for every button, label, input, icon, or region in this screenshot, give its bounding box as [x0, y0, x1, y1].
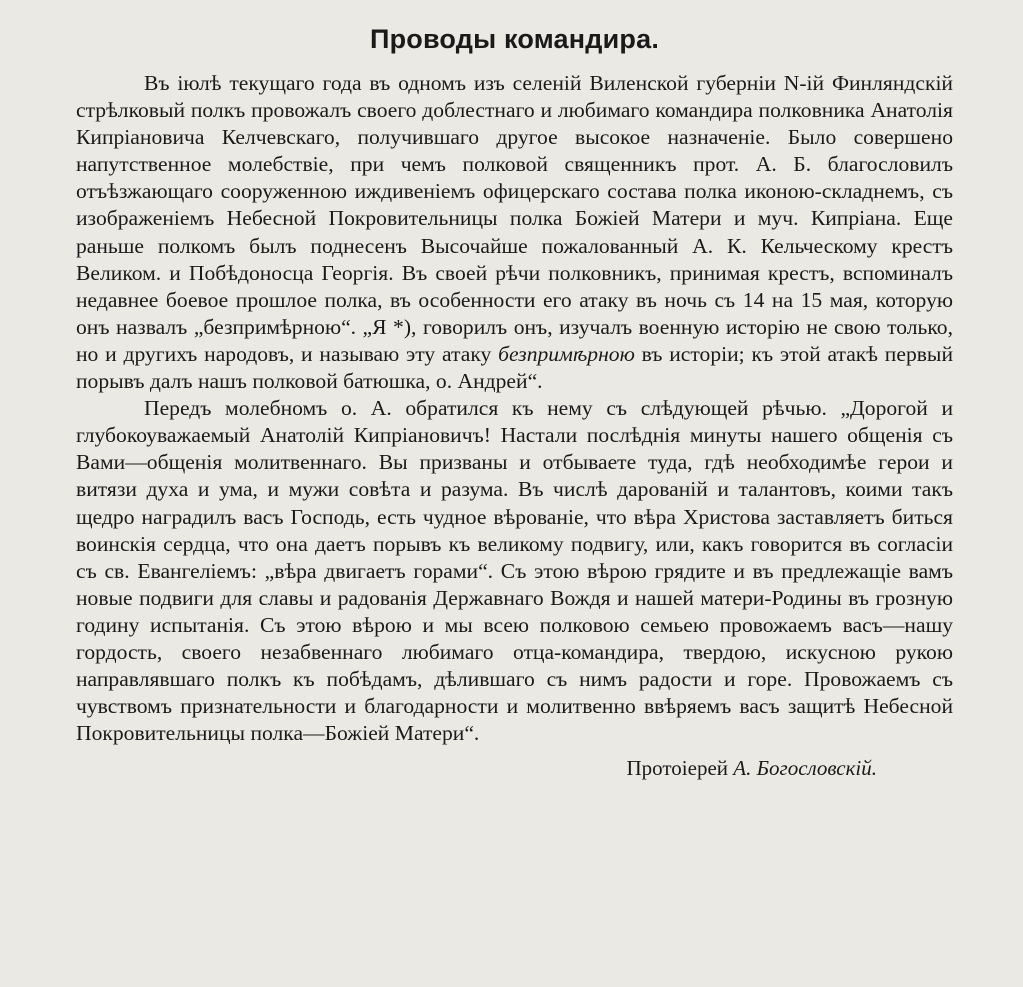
- signature: [76, 753, 953, 783]
- article-title: Проводы командира.: [369, 24, 660, 54]
- signature-rank: Протоіерей: [626, 756, 734, 781]
- signature-name: А. Богословскій.: [733, 756, 877, 781]
- paragraph-1-emphasis: безпримѣрною: [498, 341, 635, 366]
- paragraph-2: Передъ молебномъ о. А. обратился къ нему съ слѣдующей рѣчью. „Дорогой и глубокоуважаемый Анатолій Кипріановичъ! Настали послѣднія минуты нашего общенія съ Вами—общенія молитвеннаго. Вы призваны и отбываете туда, гдѣ необходимѣе герои и витязи духа и ума, и мужи совѣта и разума. Въ числѣ дарованій и талантовъ, коими такъ щедро наградилъ васъ Господь, есть чудное вѣрованіе, что вѣра Христова заставляетъ биться воинскія сердца, что она даетъ порывъ къ великому подвигу, или, какъ говорится въ согласіи съ св. Евангеліемъ: „вѣра двигаетъ горами“. Съ этою вѣрою грядите и въ предлежащіе вамъ новые подвиги для славы и радованія Державнаго Вождя и нашей матери-Родины въ грозную годину испытанія. Съ этою вѣрою и мы всею полковою семьею провожаемъ васъ—нашу гордость, своего незабвеннаго любимаго отца-командира, твердою, искусною рукою направлявшаго полкъ къ побѣдамъ, дѣлившаго съ нимъ радости и горе. Провожаемъ съ чувствомъ признательности и благодарности и молитвенно ввѣряемъ васъ защитѣ Небесной Покровительницы полка—Божіей Матери“.: [76, 396, 953, 746]
- paragraph-1-part-2: въ исторіи; къ этой атакѣ первый порывъ далъ нашъ полковой батюшка, о. Андрей“.: [76, 341, 953, 394]
- paragraph-1: [76, 70, 953, 395]
- paragraph-1-part-1: Въ іюлѣ текущаго года въ одномъ изъ селеній Виленской губерніи N-ій Финляндскій стрѣлковый полкъ провожалъ своего доблестнаго и любимаго командира полковника Анатолія Кипріановича Келчевскаго, получившаго другое высокое назначеніе. Было совершено напутственное молебствіе, при чемъ полковой священникъ прот. А. Б. благословилъ отъѣзжающаго сооруженною иждивеніемъ офицерскаго состава полка иконою-складнемъ, съ изображеніемъ Небесной Покровительницы полка Божіей Матери и муч. Кипріана. Еще раньше полкомъ былъ поднесенъ Высочайше пожалованный А. К. Кельческому крестъ Великом. и Побѣдоносца Георгія. Въ своей рѣчи полковникъ, принимая крестъ, вспоминалъ недавнее боевое прошлое полка, въ особенности его атаку въ ночь съ 14 на 15 мая, которую онъ назвалъ „безпримѣрною“. „Я *), говорилъ онъ, изучалъ военную исторію не свою только, но и другихъ народовъ, и называю эту атаку: [76, 71, 953, 366]
